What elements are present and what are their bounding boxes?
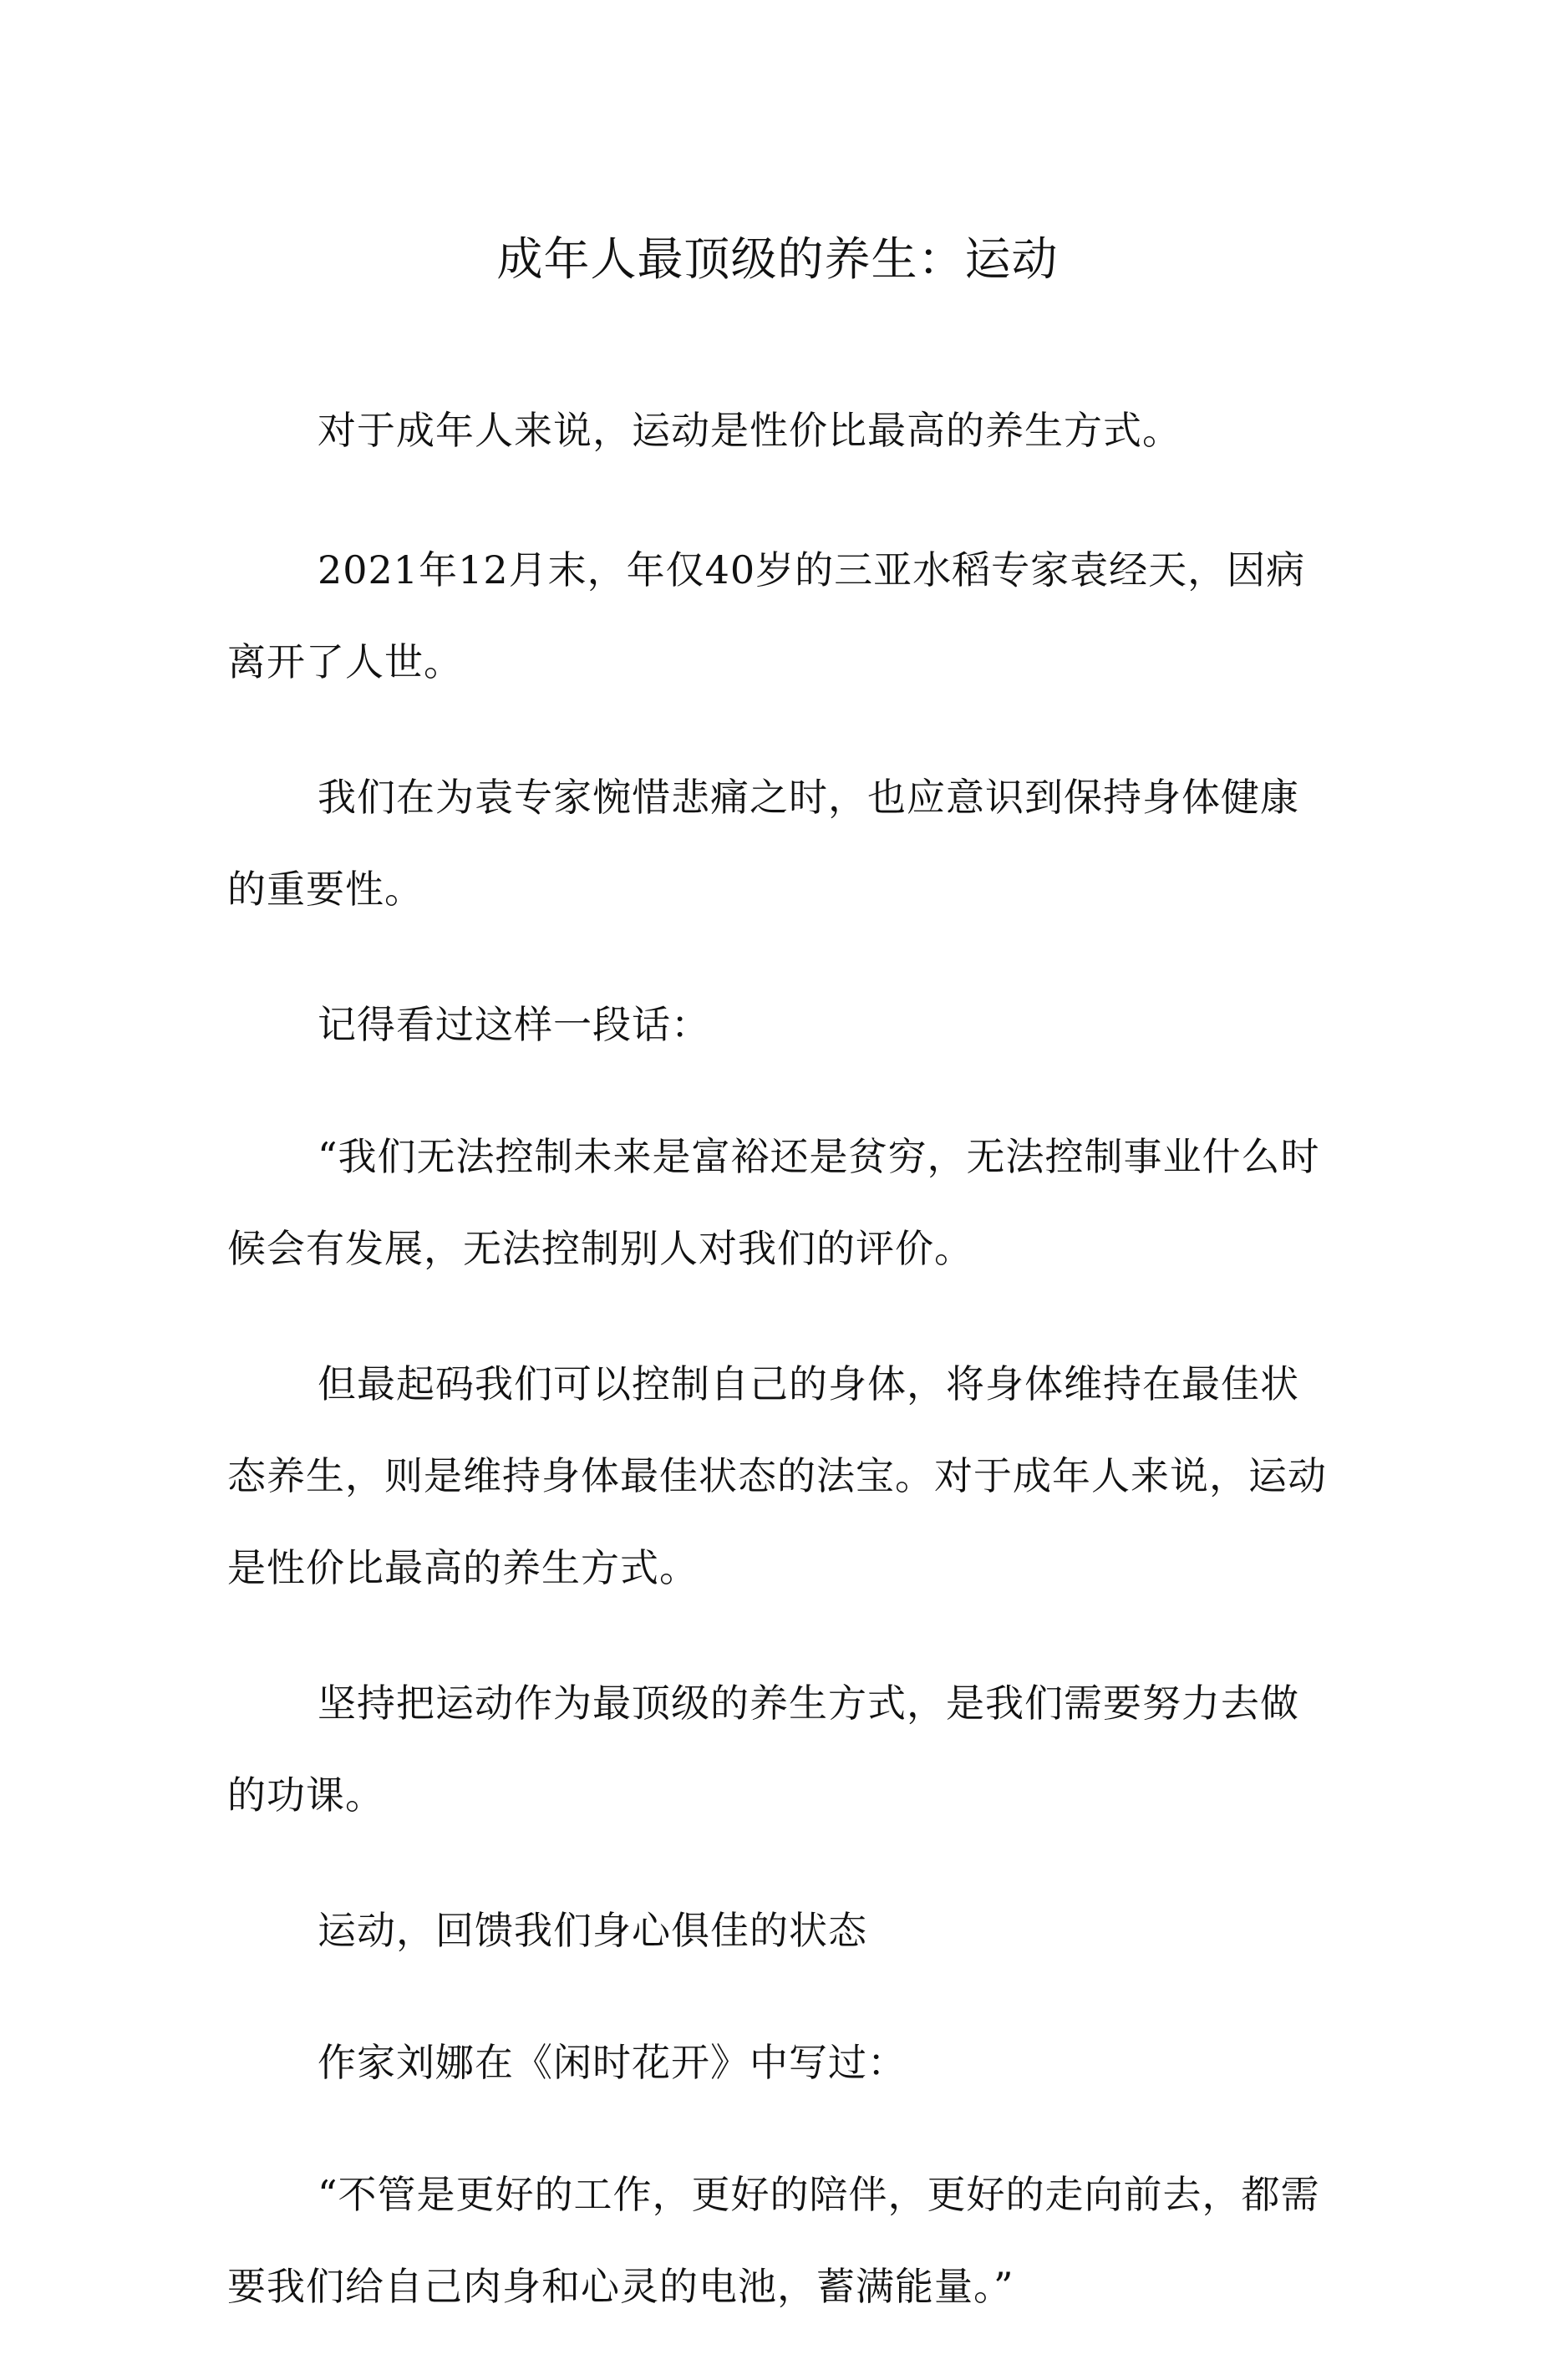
paragraph: 作家刘娜在《闲时花开》中写过： [318,2040,907,2085]
paragraph: 坚持把运动作为最顶级的养生方式，是我们需要努力去做的功课。 [227,1681,1299,1818]
quote-paragraph: “我们无法控制未来是富裕还是贫穷，无法控制事业什么时候会有发展，无法控制别人对我们的评价。 [227,1134,1320,1271]
paragraph: 对于成年人来说，运动是性价比最高的养生方式。 [318,408,1181,453]
section-heading: 运动，回馈我们身心俱佳的状态 [318,1908,867,1953]
document-body [227,384,1330,2380]
paragraph: 但最起码我们可以控制自己的身体，将身体维持在最佳状态养生，则是维持身体最佳状态的法宝。对于成年人来说，运动是性价比最高的养生方式。 [227,1361,1327,1590]
paragraph: 记得看过这样一段话： [318,1002,710,1047]
document-title: 成年人最顶级的养生：运动 [496,232,1059,286]
quote-paragraph: “不管是更好的工作，更好的陪伴，更好的走向前去，都需要我们给自己肉身和心灵的电池，蓄满能量。” [227,2172,1320,2309]
paragraph: 我们在为袁专家惋惜悲痛之时，也应意识到保持身体健康的重要性。 [227,775,1299,912]
paragraph: 2021年12月末，年仅40岁的三亚水稻专家袁经天，因病离开了人世。 [227,547,1306,684]
